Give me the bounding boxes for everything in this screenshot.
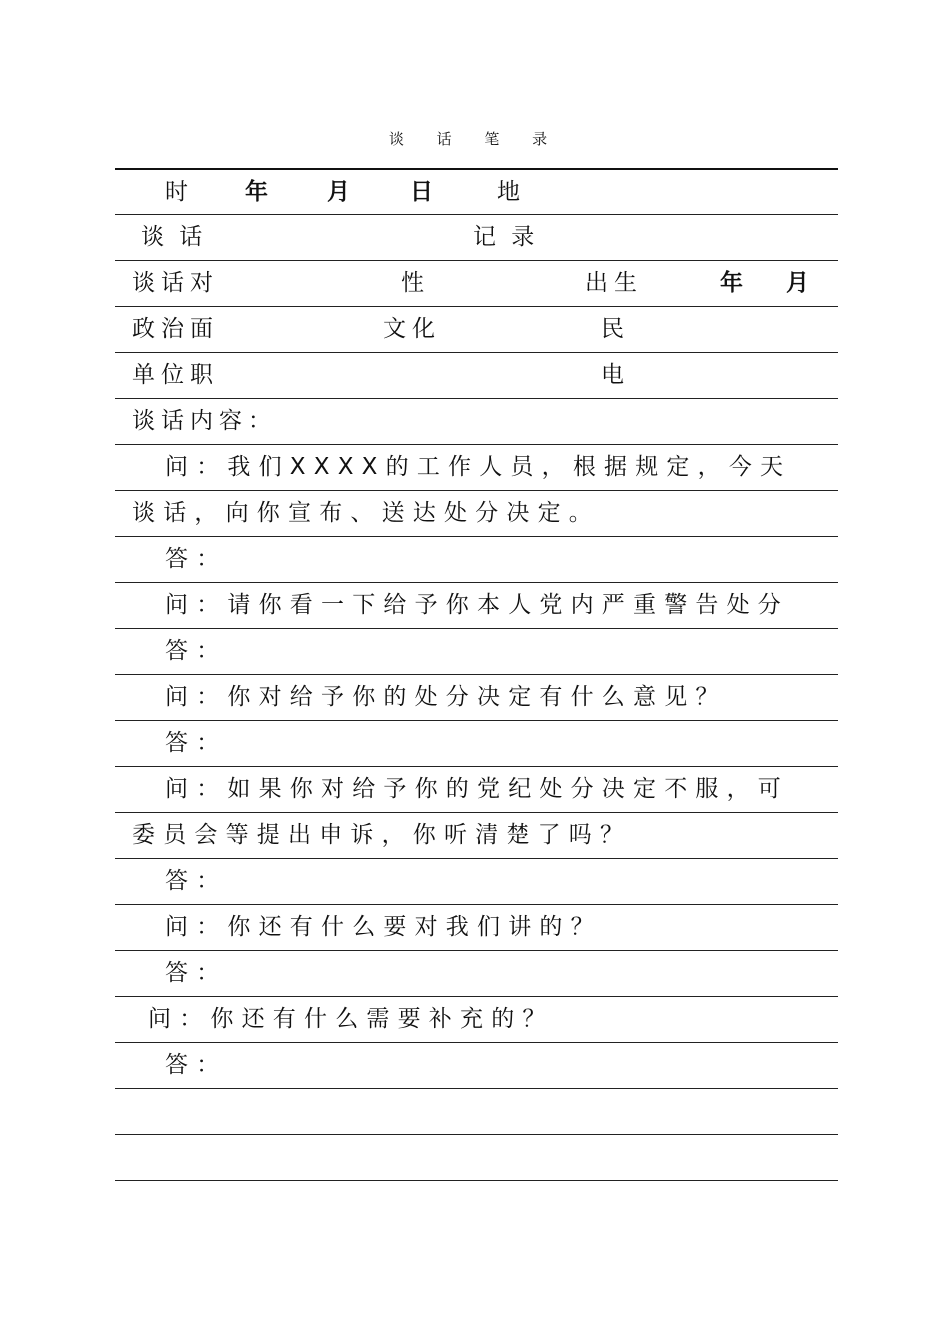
row-position xyxy=(115,353,838,399)
question-2: 问：请你看一下给予你本人党内严重警告处分 xyxy=(165,592,789,618)
record-line xyxy=(115,859,838,905)
question-6: 问：你还有什么需要补充的？ xyxy=(148,1006,554,1032)
month-label: 月 xyxy=(327,179,350,205)
position-label: 单位职 xyxy=(132,362,219,388)
question-4: 问：如果你对给予你的党纪处分决定不服，可 xyxy=(165,776,789,802)
record-line xyxy=(115,445,838,491)
record-line xyxy=(115,491,838,537)
question-4-continued: 委员会等提出申诉，你听清楚了吗？ xyxy=(132,822,632,848)
question-5: 问：你还有什么要对我们讲的？ xyxy=(165,914,602,940)
record-line xyxy=(115,813,838,859)
recorder-label: 记 录 xyxy=(473,224,539,250)
year-label: 年 xyxy=(245,179,268,205)
answer-4: 答： xyxy=(165,868,228,894)
row-political xyxy=(115,307,838,353)
subject-label: 谈话对 xyxy=(132,270,219,296)
record-line xyxy=(115,905,838,951)
record-line xyxy=(115,583,838,629)
interview-record-form xyxy=(115,168,838,1181)
talker-label: 谈 话 xyxy=(141,224,207,250)
record-line xyxy=(115,721,838,767)
education-label: 文化 xyxy=(383,316,441,342)
record-line xyxy=(115,951,838,997)
ethnicity-label: 民 xyxy=(601,316,630,342)
question-1: 问：我们XXXX的工作人员，根据规定，今天 xyxy=(165,454,792,480)
answer-5: 答： xyxy=(165,960,228,986)
record-line xyxy=(115,767,838,813)
content-label: 谈话内容： xyxy=(132,408,277,434)
record-line xyxy=(115,675,838,721)
birth-label: 出生 xyxy=(585,270,643,296)
birth-month-label: 月 xyxy=(786,270,809,296)
time-label: 时 xyxy=(165,179,194,205)
question-3: 问：你对给予你的处分决定有什么意见？ xyxy=(165,684,727,710)
answer-1: 答： xyxy=(165,546,228,572)
place-label: 地 xyxy=(497,179,526,205)
row-time-place xyxy=(115,170,838,215)
gender-label: 性 xyxy=(401,270,430,296)
answer-2: 答： xyxy=(165,638,228,664)
row-subject xyxy=(115,261,838,307)
blank-line xyxy=(115,1089,838,1135)
answer-3: 答： xyxy=(165,730,228,756)
record-line xyxy=(115,997,838,1043)
answer-6: 答： xyxy=(165,1052,228,1078)
blank-line xyxy=(115,1135,838,1181)
row-content-label xyxy=(115,399,838,445)
political-label: 政治面 xyxy=(132,316,219,342)
day-label: 日 xyxy=(410,179,433,205)
question-1-continued: 谈话，向你宣布、送达处分决定。 xyxy=(132,500,600,526)
record-line xyxy=(115,629,838,675)
phone-label: 电 xyxy=(601,362,630,388)
document-title: 谈 话 笔 录 xyxy=(388,130,562,148)
row-talker-recorder xyxy=(115,215,838,261)
record-line xyxy=(115,1043,838,1089)
record-line xyxy=(115,537,838,583)
birth-year-label: 年 xyxy=(720,270,743,296)
